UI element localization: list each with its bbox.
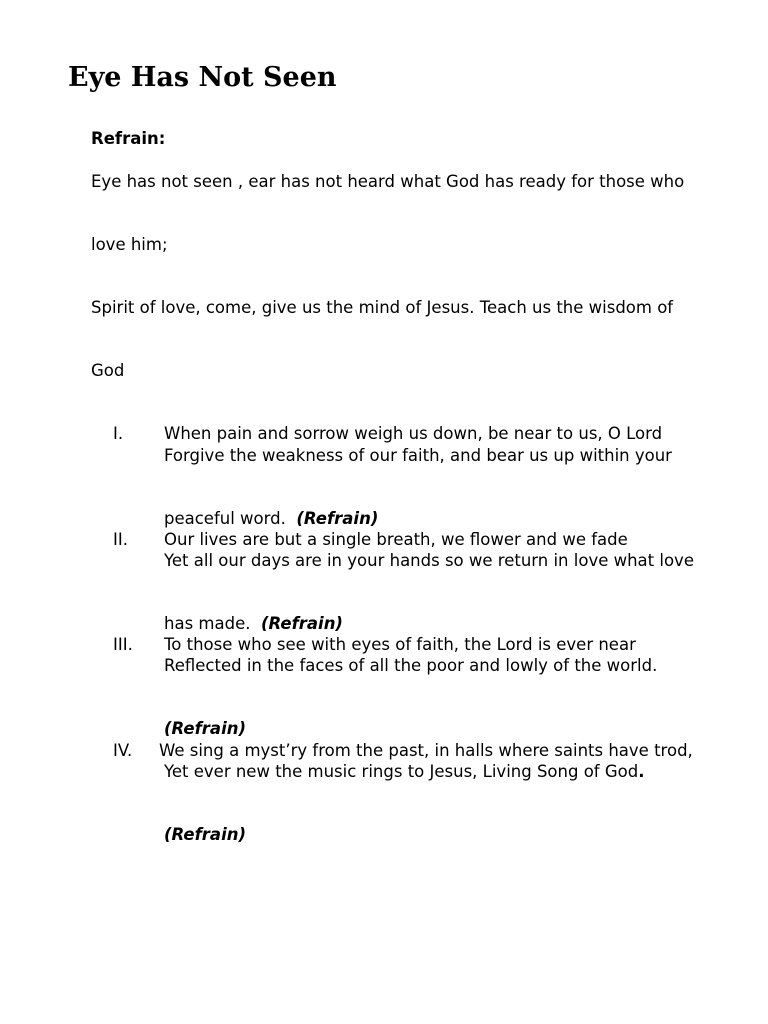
verse-1-line-1: When pain and sorrow weigh us down, be near to us, O Lord (164, 424, 663, 443)
verse-2-numeral: II. (113, 530, 128, 549)
verse-3-line-2: Reflected in the faces of all the poor and lowly of the world. (164, 656, 658, 675)
verse-2-line-3-text: has made. (164, 614, 251, 633)
refrain-heading: Refrain: (91, 129, 166, 148)
verse-4-line-1: We sing a myst’ry from the past, in halls where saints have trod, (159, 741, 693, 760)
verse-4-numeral: IV. (113, 741, 133, 760)
verse-1-line-2: Forgive the weakness of our faith, and bear us up within your (164, 446, 672, 465)
verse-3-line-1: To those who see with eyes of faith, the Lord is ever near (164, 635, 636, 654)
song-title: Eye Has Not Seen (68, 62, 337, 93)
refrain-line-2a: Spirit of love, come, give us the mind of Jesus. Teach us the wisdom of (91, 298, 674, 317)
verse-2-refrain-tag: (Refrain) (260, 614, 343, 633)
verse-1-line-3 (164, 508, 378, 530)
verse-4-refrain-tag: (Refrain) (164, 825, 247, 844)
verse-3-numeral: III. (113, 635, 133, 654)
verse-1-numeral: I. (113, 424, 124, 443)
verse-4-line-2-period: . (638, 762, 645, 781)
refrain-line-2b: God (91, 361, 125, 380)
verse-4-line-2-text: Yet ever new the music rings to Jesus, Living Song of God (164, 762, 639, 781)
verse-2-line-2: Yet all our days are in your hands so we return in love what love (164, 551, 694, 570)
verse-3-refrain-tag: (Refrain) (164, 719, 247, 738)
verse-4-line-2 (164, 761, 645, 783)
verse-1-line-3-text: peaceful word. (164, 509, 286, 528)
refrain-line-1a: Eye has not seen , ear has not heard what God has ready for those who (91, 172, 685, 191)
verse-2-line-1: Our lives are but a single breath, we flower and we fade (164, 530, 628, 549)
refrain-line-1b: love him; (91, 235, 168, 254)
verse-2-line-3 (164, 613, 343, 635)
verse-1-refrain-tag: (Refrain) (296, 509, 379, 528)
